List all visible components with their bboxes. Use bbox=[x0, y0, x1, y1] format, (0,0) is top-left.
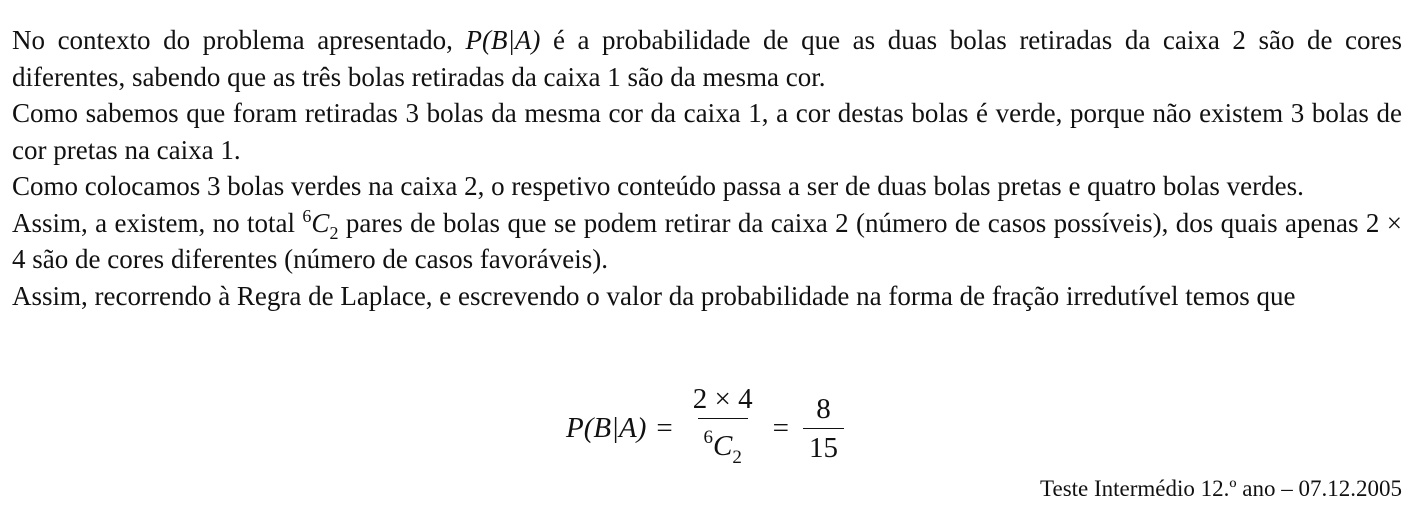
combination-sup: 6 bbox=[302, 205, 312, 226]
text-segment: Assim, a existem, no total bbox=[12, 207, 296, 238]
equals-sign: = bbox=[656, 412, 673, 444]
fraction-denominator: 15 bbox=[803, 428, 844, 465]
equation-lhs: P(B|A) bbox=[565, 412, 647, 444]
paragraph-laplace: Assim, recorrendo à Regra de Laplace, e escrevendo o valor da probabilidade na forma de fração irredutível temos que bbox=[12, 280, 1296, 311]
text-segment: pares de bolas que se podem retirar da caixa 2 (número de casos possíveis), dos quais apenas 2 × 4 são de cores diferentes (número de casos favoráveis). bbox=[12, 207, 1403, 274]
paragraph-box-contents: Como colocamos 3 bolas verdes na caixa 2, o respetivo conteúdo passa a ser de duas bolas pretas e quatro bolas verdes. bbox=[12, 171, 1304, 201]
fraction-numerator: 2 × 4 bbox=[692, 383, 753, 415]
text-segment: é a probabilidade de que as duas bolas retiradas da caixa 2 são de cores diferentes, sabendo que as três bolas retiradas da caixa 1 são da mesma cor. bbox=[12, 25, 1403, 92]
fraction-numerator: 8 bbox=[816, 393, 831, 425]
math-pba: P(B|A) bbox=[465, 25, 541, 55]
equals-sign: = bbox=[772, 412, 789, 444]
paragraph-color-reasoning: Como sabemos que foram retiradas 3 bolas da mesma cor da caixa 1, a cor destas bolas é verde, porque não existem 3 bolas de cor pretas na caixa 1. bbox=[12, 98, 1402, 165]
source-citation: Teste Intermédio 12.º ano – 07.12.2005 bbox=[1040, 476, 1402, 501]
denominator-c: C bbox=[713, 430, 733, 462]
combination-c: C bbox=[311, 207, 330, 238]
text-segment: No contexto do problema apresentado, bbox=[12, 25, 453, 55]
fraction-cases bbox=[687, 382, 759, 475]
denominator-sup: 6 bbox=[703, 427, 714, 448]
fraction-result bbox=[803, 392, 844, 465]
paragraph-context bbox=[12, 22, 1402, 95]
fraction-denominator bbox=[698, 418, 748, 475]
paragraph-cases bbox=[12, 205, 1402, 278]
combination-sub: 2 bbox=[329, 222, 339, 243]
display-equation bbox=[0, 382, 1414, 475]
math-combination bbox=[302, 205, 339, 243]
denominator-sub: 2 bbox=[732, 447, 742, 468]
